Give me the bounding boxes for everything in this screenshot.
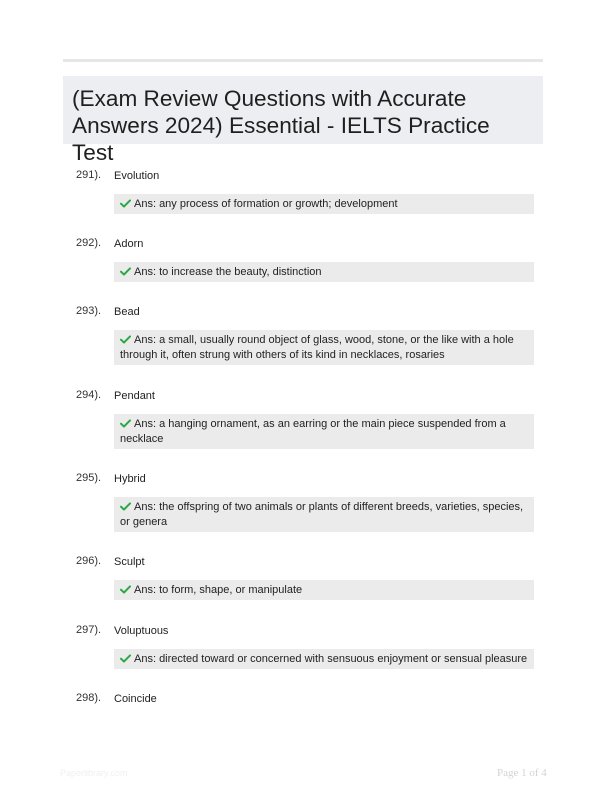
document-title: (Exam Review Questions with Accurate Answers 2024) Essential - IELTS Practice Test (72, 86, 490, 165)
answer-text: Ans: to increase the beauty, distinction (134, 266, 322, 278)
question-term: Hybrid (114, 473, 146, 485)
title-banner (63, 76, 543, 165)
answer-box (114, 497, 534, 532)
answer-box (114, 649, 534, 669)
question-number: 291). (76, 169, 102, 181)
answer-box (114, 262, 534, 282)
footer-watermark: Paperlibrary.com (60, 768, 128, 778)
checkmark-icon (120, 199, 131, 208)
question-term: Voluptuous (114, 625, 169, 637)
page-indicator: Page 1 of 4 (497, 767, 547, 779)
answer-text: Ans: a hanging ornament, as an earring or the main piece suspended from a necklace (120, 418, 506, 445)
question-number: 292). (76, 237, 102, 249)
question-term: Pendant (114, 390, 155, 402)
question-term: Coincide (114, 693, 157, 705)
answer-box (114, 580, 534, 600)
answer-text: Ans: any process of formation or growth; development (134, 198, 398, 210)
checkmark-icon (120, 585, 131, 594)
checkmark-icon (120, 267, 131, 276)
question-number: 294). (76, 389, 102, 401)
question-number: 297). (76, 624, 102, 636)
question-term: Adorn (114, 238, 144, 250)
question-number: 293). (76, 305, 102, 317)
answer-text: Ans: the offspring of two animals or plants of different breeds, varieties, species, or genera (120, 501, 524, 528)
top-divider (63, 59, 543, 62)
checkmark-icon (120, 335, 131, 344)
checkmark-icon (120, 654, 131, 663)
answer-box (114, 330, 534, 365)
question-number: 296). (76, 555, 102, 567)
answer-box (114, 194, 534, 214)
answer-text: Ans: directed toward or concerned with sensuous enjoyment or sensual pleasure (134, 653, 528, 665)
question-number: 295). (76, 472, 102, 484)
checkmark-icon (120, 419, 131, 428)
question-term: Sculpt (114, 556, 145, 568)
checkmark-icon (120, 502, 131, 511)
question-term: Bead (114, 306, 140, 318)
answer-text: Ans: to form, shape, or manipulate (134, 584, 303, 596)
question-number: 298). (76, 692, 102, 704)
question-term: Evolution (114, 170, 160, 182)
answer-text: Ans: a small, usually round object of glass, wood, stone, or the like with a hole through it, often strung with others of its kind in necklaces, rosaries (120, 334, 514, 361)
answer-box (114, 414, 534, 449)
